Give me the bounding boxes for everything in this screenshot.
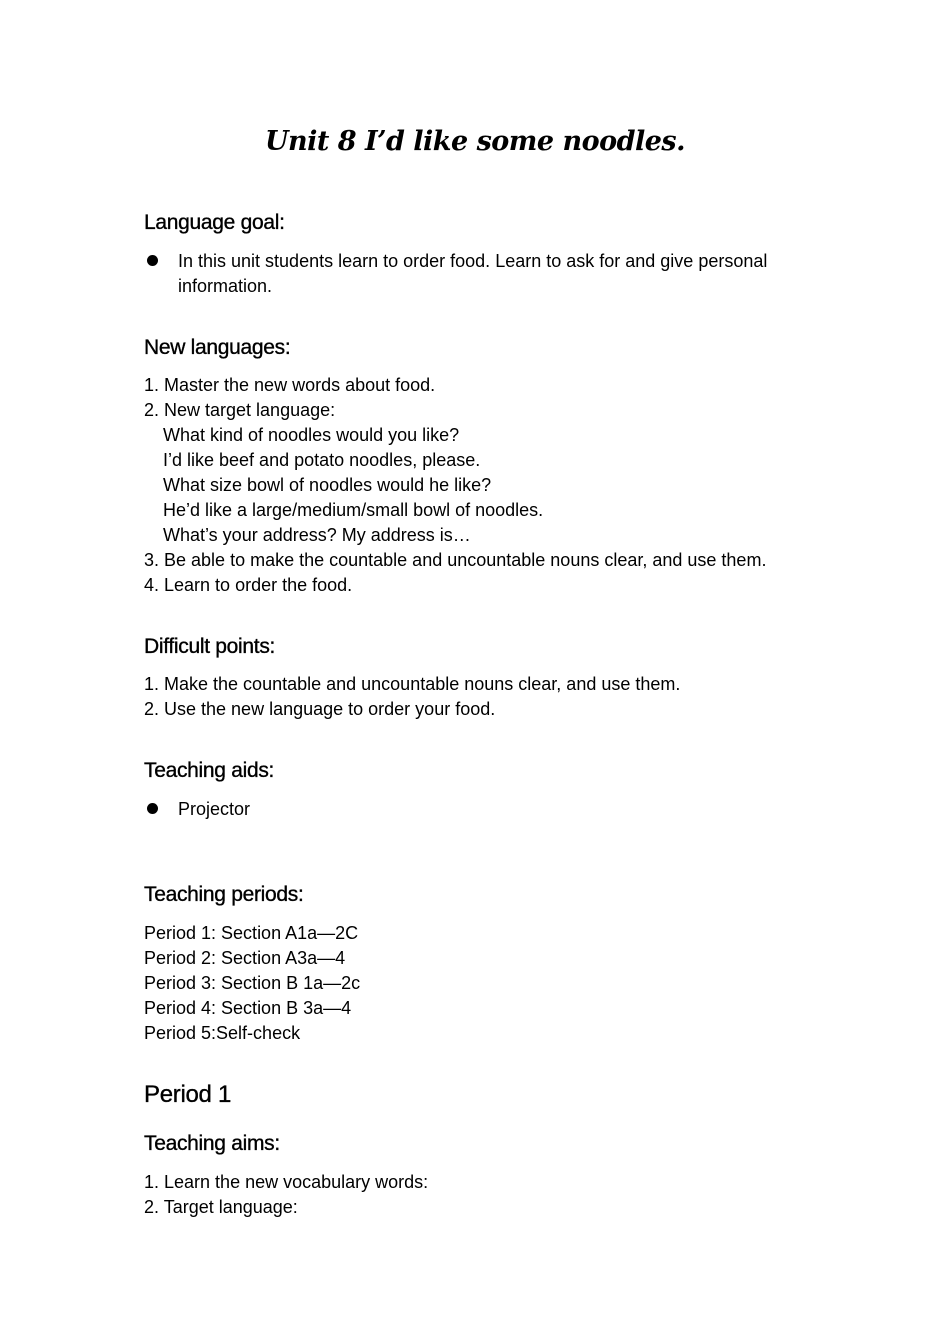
list-item: 3. Be able to make the countable and uncountable nouns clear, and use them. [144,550,767,570]
list-item: Period 2: Section A3a—4 [144,948,346,968]
list-item [144,797,824,822]
bullet-icon [147,255,158,266]
list-item: He’d like a large/medium/small bowl of noodles. [163,500,544,520]
difficult-points-heading: Difficult points: [144,635,276,658]
bullet-text: Projector [178,799,251,819]
document-title: Unit 8 I’d like some noodles. [264,126,686,157]
bullet-icon [147,803,158,814]
teaching-aims-heading: Teaching aims: [144,1132,280,1155]
period-1-heading: Period 1 [144,1081,231,1108]
list-item: What kind of noodles would you like? [163,425,460,445]
list-item: I’d like beef and potato noodles, please. [163,450,481,470]
list-item: 2. Use the new language to order your food. [144,699,496,719]
bullet-text: In this unit students learn to order food. Learn to ask for and give personal information. [178,251,768,296]
teaching-aids-heading: Teaching aids: [144,759,275,782]
list-item: 1. Make the countable and uncountable nouns clear, and use them. [144,674,681,694]
teaching-periods-heading: Teaching periods: [144,883,304,906]
list-item: 1. Master the new words about food. [144,375,436,395]
list-item: Period 4: Section B 3a—4 [144,998,352,1018]
list-item: 2. New target language: [144,400,336,420]
new-languages-heading: New languages: [144,336,291,359]
list-item: Period 5:Self-check [144,1023,301,1043]
list-item: 4. Learn to order the food. [144,575,353,595]
list-item: 2. Target language: [144,1197,298,1217]
list-item: Period 3: Section B 1a—2c [144,973,361,993]
list-item: What size bowl of noodles would he like? [163,475,492,495]
list-item: 1. Learn the new vocabulary words: [144,1172,429,1192]
language-goal-heading: Language goal: [144,211,285,234]
list-item: Period 1: Section A1a—2C [144,923,359,943]
list-item: What’s your address? My address is… [163,525,471,545]
list-item [144,249,824,299]
